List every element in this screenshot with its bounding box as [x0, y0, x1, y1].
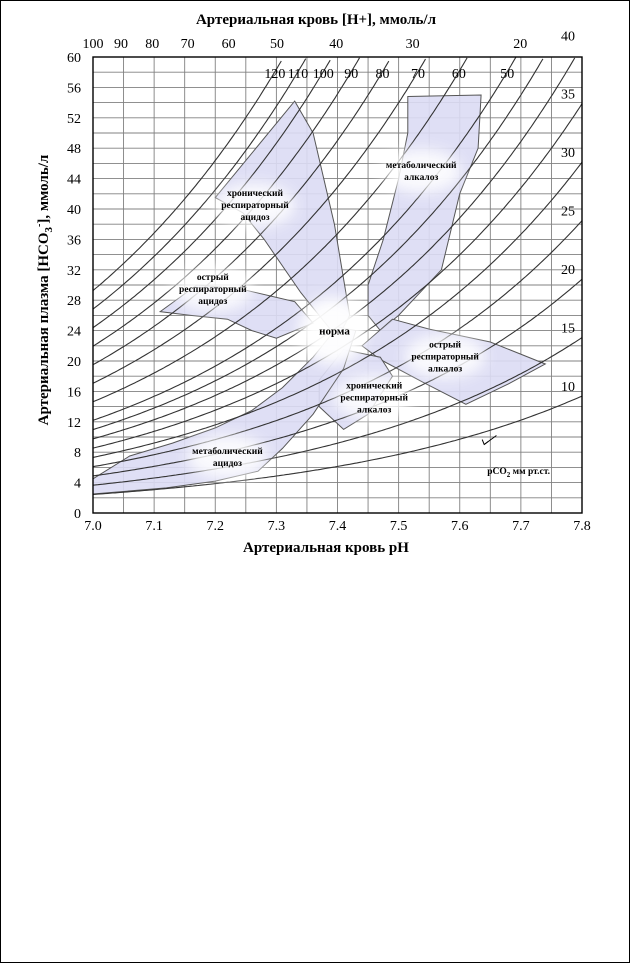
- region-label-acute-resp-acidosis: респираторный: [179, 284, 247, 295]
- isopleth-label-10: 10: [561, 380, 575, 396]
- y-tick-label: 52: [67, 111, 81, 127]
- y-tick-label: 24: [67, 324, 81, 340]
- y-tick-label: 44: [67, 172, 81, 188]
- h-tick-label: 40: [329, 37, 344, 52]
- region-label-acute-resp-alkalosis: острый: [429, 340, 462, 351]
- isopleth-label-35: 35: [561, 87, 575, 103]
- h-tick-label: 100: [82, 37, 104, 52]
- chart-title: Артериальная кровь [H+], ммоль/л: [195, 12, 437, 28]
- region-label-metabolic-acidosis: ацидоз: [212, 458, 243, 469]
- x-tick-label: 7.2: [206, 519, 224, 534]
- h-tick-label: 20: [513, 37, 528, 52]
- x-tick-label: 7.3: [267, 519, 286, 534]
- isopleth-label-70: 70: [410, 67, 425, 82]
- y-tick-label: 60: [67, 51, 81, 66]
- x-tick-label: 7.5: [389, 519, 408, 534]
- y-label-part: ], ммоль/л: [36, 154, 52, 224]
- isopleth-label-15: 15: [561, 321, 575, 337]
- y-label-subscript: 3: [43, 226, 55, 233]
- label-glow: [381, 149, 461, 193]
- y-tick-label: 32: [67, 263, 81, 279]
- x-tick-label: 7.0: [84, 519, 102, 534]
- y-tick-label: 40: [67, 203, 81, 218]
- h-tick-label: 30: [405, 37, 420, 52]
- region-label-metabolic-alkalosis: метаболический: [385, 161, 457, 171]
- region-label-acute-resp-acidosis: острый: [196, 272, 229, 283]
- y-tick-label: 20: [67, 355, 81, 370]
- isopleth-label-110: 110: [287, 67, 309, 82]
- y-tick-label: 16: [67, 385, 81, 401]
- isopleth-label-100: 100: [312, 67, 334, 82]
- y-tick-label: 28: [67, 294, 81, 310]
- pco2-label-part: pCO: [487, 467, 507, 478]
- h-tick-label: 60: [221, 37, 236, 52]
- region-label-chronic-resp-alkalosis: алкалоз: [357, 405, 392, 416]
- h-tick-label: 50: [270, 37, 285, 52]
- pco2-label-part: мм рт.ст.: [510, 467, 551, 478]
- x-tick-label: 7.6: [451, 519, 469, 534]
- region-label-acute-resp-acidosis: ацидоз: [198, 296, 228, 307]
- y-tick-label: 36: [67, 233, 81, 249]
- region-label-chronic-resp-alkalosis: хронический: [346, 381, 403, 392]
- y-label-part: Артериальная плазма [HCO: [36, 232, 52, 426]
- region-label-acute-resp-alkalosis: респираторный: [411, 352, 479, 363]
- region-label-metabolic-alkalosis: алкалоз: [404, 173, 439, 183]
- x-tick-label: 7.1: [145, 519, 163, 534]
- isopleth-label-20: 20: [561, 263, 575, 279]
- region-label-metabolic-acidosis: метаболический: [192, 446, 263, 457]
- region-label-chronic-resp-acidosis: хронический: [226, 189, 284, 200]
- x-tick-label: 7.8: [573, 519, 591, 534]
- region-label-chronic-resp-acidosis: респираторный: [221, 201, 289, 212]
- region-label-chronic-resp-alkalosis: респираторный: [340, 393, 408, 404]
- y-axis-label: [34, 154, 55, 425]
- h-tick-label: 90: [113, 37, 128, 52]
- isopleth-label-80: 80: [375, 67, 390, 82]
- isopleth-label-90: 90: [344, 67, 359, 82]
- region-label-chronic-resp-acidosis: ацидоз: [240, 213, 270, 224]
- isopleth-label-40: 40: [561, 29, 575, 45]
- y-tick-label: 4: [74, 476, 81, 492]
- y-tick-label: 12: [67, 415, 81, 431]
- y-tick-label: 0: [74, 507, 81, 522]
- x-axis-label: Артериальная кровь pH: [243, 540, 409, 556]
- region-label-acute-resp-alkalosis: алкалоз: [427, 364, 463, 375]
- isopleth-label-25: 25: [561, 204, 575, 220]
- isopleth-label-50: 50: [500, 67, 515, 82]
- y-tick-label: 48: [67, 142, 81, 158]
- norm-label: норма: [319, 325, 350, 338]
- h-tick-label: 70: [180, 37, 195, 52]
- y-tick-label: 8: [74, 446, 81, 462]
- x-tick-label: 7.7: [512, 519, 530, 534]
- isopleth-label-60: 60: [451, 67, 466, 82]
- x-tick-label: 7.4: [328, 519, 347, 534]
- y-tick-label: 56: [67, 81, 81, 97]
- isopleth-label-30: 30: [561, 146, 575, 162]
- y-label-superscript: -: [34, 223, 45, 227]
- isopleth-label-120: 120: [264, 67, 286, 82]
- pco2-label-subscript: 2: [506, 471, 511, 480]
- h-tick-label: 80: [145, 37, 160, 52]
